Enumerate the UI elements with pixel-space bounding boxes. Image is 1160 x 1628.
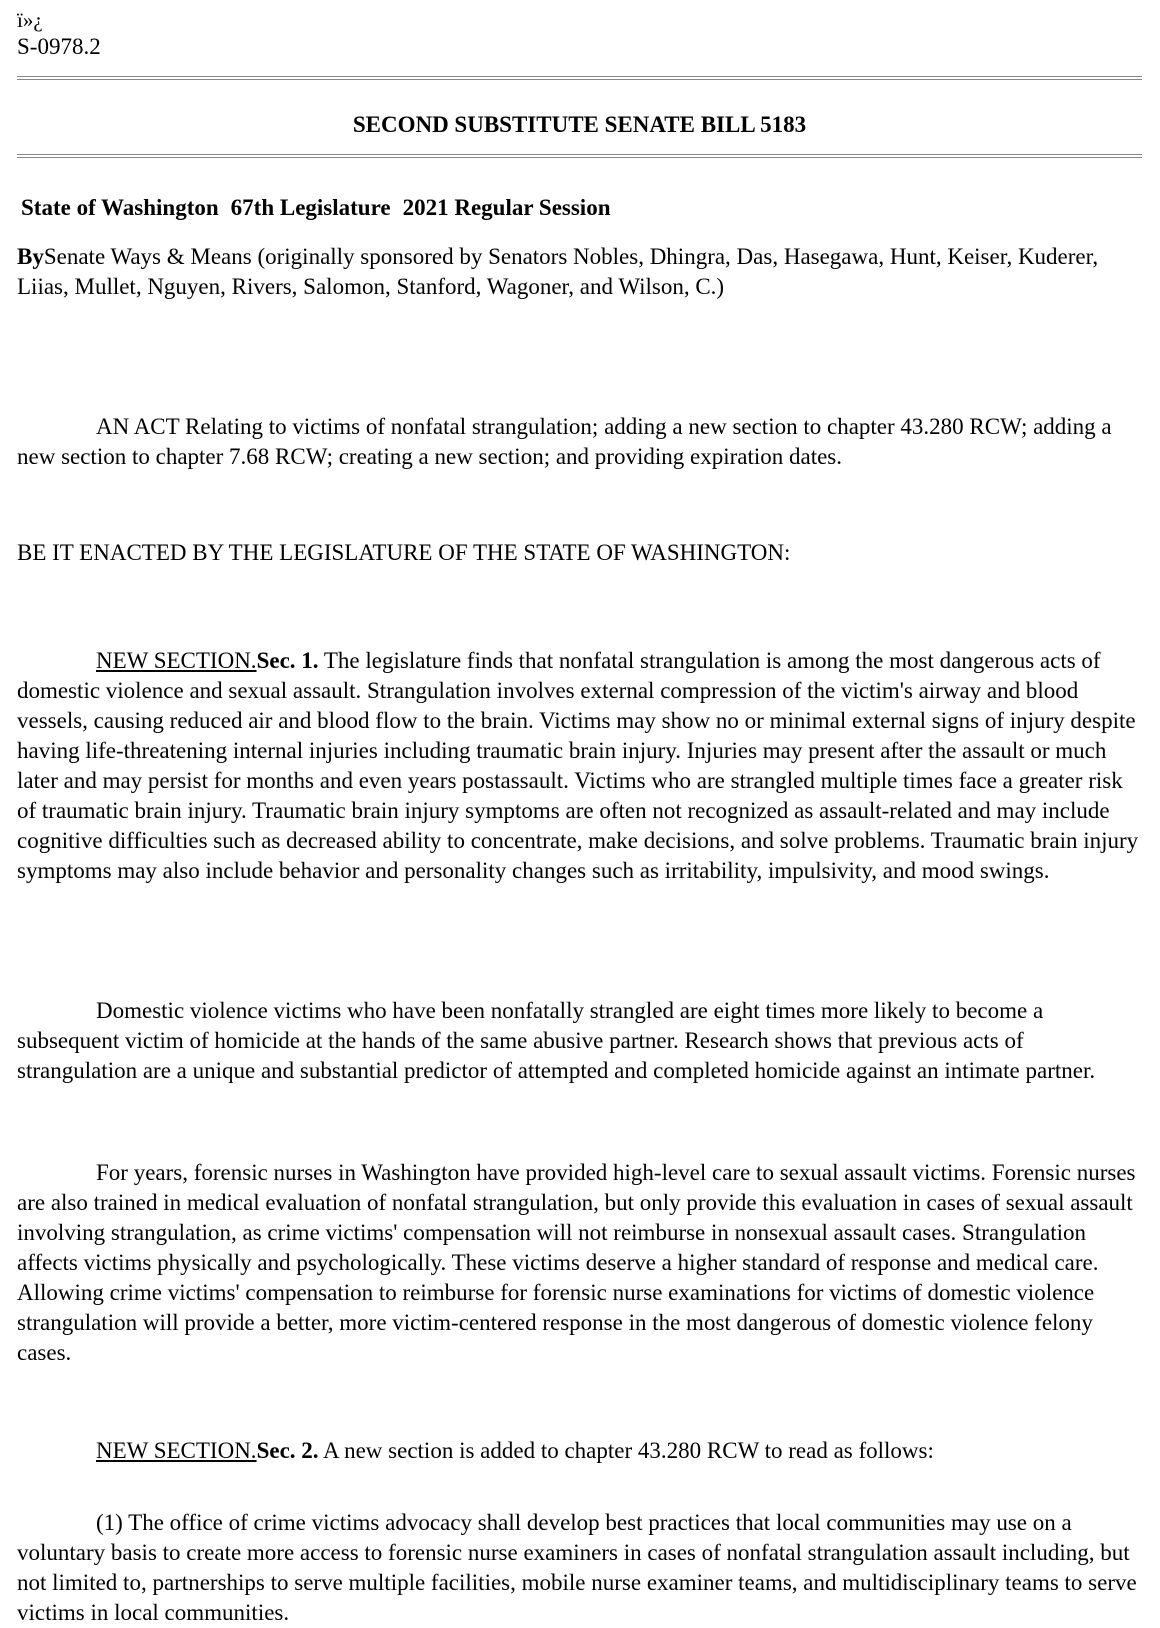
- domestic-violence-text: Domestic violence victims who have been nonfatally strangled are eight times more likely to become a subsequent victim of homicide at the hands of the same abusive partner. Research shows that previous acts of strangulation are a unique and substantial predictor of attempted and completed homicide against an intimate partner.: [17, 998, 1096, 1083]
- section-2-paragraph: [17, 1436, 1142, 1466]
- domestic-violence-paragraph: [17, 996, 1142, 1086]
- forensic-nurses-text: For years, forensic nurses in Washington have provided high-level care to sexual assault victims. Forensic nurses are also trained in medical evaluation of nonfatal strangulation, but only provide this evaluation in cases of sexual assault involving strangulation, as crime victims' compensation will not reimburse in nonsexual assault cases. Strangulation affects victims physically and psychologically. These victims deserve a higher standard of response and medical care. Allowing crime victims' compensation to reimburse for forensic nurse examinations for victims of domestic violence strangulation will provide a better, more victim-centered response in the most dangerous of domestic violence felony cases.: [17, 1160, 1136, 1365]
- sponsor-label: By: [17, 244, 44, 269]
- forensic-nurses-paragraph: [17, 1158, 1142, 1368]
- title-rule-top: [17, 76, 1142, 80]
- act-text: AN ACT Relating to victims of nonfatal strangulation; adding a new section to chapter 43.280 RCW; adding a new section to chapter 7.68 RCW; creating a new section; and providing expiration dates.: [17, 414, 1112, 469]
- section-1-text: The legislature finds that nonfatal strangulation is among the most dangerous acts of domestic violence and sexual assault. Strangulation involves external compression of the victim's airway and blood vessels, causing reduced air and blood flow to the brain. Victims may show no or minimal external signs of injury despite having life-threatening internal injuries including traumatic brain injury. Injuries may present after the assault or much later and may persist for months and even years postassault. Victims who are strangled multiple times face a greater risk of traumatic brain injury. Traumatic brain injury symptoms are often not recognized as assault-related and may include cognitive difficulties such as decreased ability to concentrate, make decisions, and solve problems. Traumatic brain injury symptoms may also include behavior and personality changes such as irritability, impulsivity, and mood swings.: [17, 648, 1139, 883]
- bill-title: SECOND SUBSTITUTE SENATE BILL 5183: [352, 112, 807, 137]
- enacting-clause: [17, 538, 1142, 568]
- document-number: S-0978.2: [17, 34, 101, 59]
- session-state: State of Washington: [21, 195, 219, 220]
- sponsor-line: [17, 242, 1142, 302]
- subsection-1-text: (1) The office of crime victims advocacy shall develop best practices that local communities may use on a voluntary basis to create more access to forensic nurse examiners in cases of nonfatal strangulation assault including, but not limited to, partnerships to serve multiple facilities, mobile nurse examiner teams, and multidisciplinary teams to serve victims in local communities.: [17, 1510, 1137, 1625]
- byte-order-mark-text: ï»¿: [17, 8, 43, 32]
- subsection-1-paragraph: [17, 1508, 1142, 1628]
- section-2-text: A new section is added to chapter 43.280 RCW to read as follows:: [318, 1438, 934, 1463]
- new-section-label: NEW SECTION.: [96, 648, 257, 673]
- session-line: [21, 193, 623, 223]
- title-rule-bottom: [17, 154, 1142, 158]
- enacting-clause-text: BE IT ENACTED BY THE LEGISLATURE OF THE STATE OF WASHINGTON:: [17, 540, 791, 565]
- section-1-paragraph: [17, 646, 1142, 886]
- session-legislature: 67th Legislature: [230, 195, 391, 220]
- act-title-paragraph: [17, 412, 1142, 472]
- session-name: 2021 Regular Session: [402, 195, 611, 220]
- section-number: Sec. 1.: [256, 648, 319, 673]
- section-number: Sec. 2.: [256, 1438, 319, 1463]
- sponsor-text: Senate Ways & Means (originally sponsored by Senators Nobles, Dhingra, Das, Hasegawa, Hunt, Keiser, Kuderer, Liias, Mullet, Nguyen, Rivers, Salomon, Stanford, Wagoner, and Wilson, C.): [17, 244, 1099, 299]
- new-section-label: NEW SECTION.: [96, 1438, 257, 1463]
